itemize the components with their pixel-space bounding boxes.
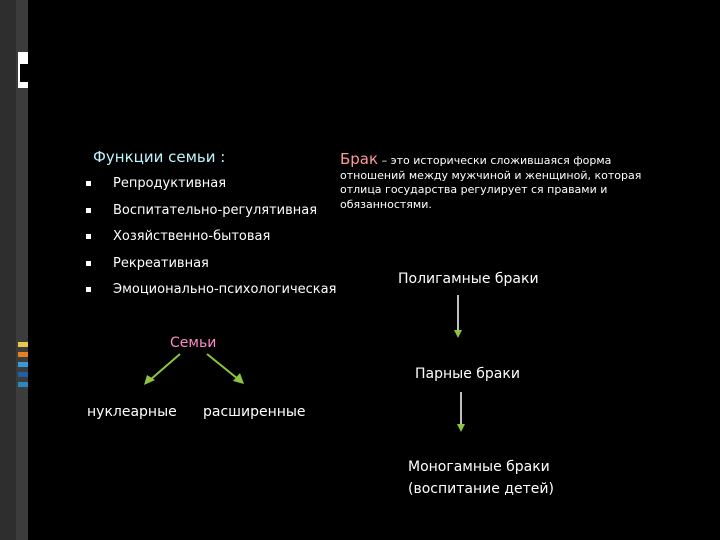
nuclear-family-label: нуклеарные: [87, 404, 177, 420]
green-arrow-left-icon: [150, 354, 180, 380]
polygamous-marriage-label: Полигамные браки: [398, 271, 539, 287]
function-label: Хозяйственно-бытовая: [113, 229, 271, 244]
function-label: Воспитательно-регулятивная: [113, 202, 318, 218]
down-arrowhead-1-icon: [454, 330, 462, 338]
extended-family-label: расширенные: [203, 404, 306, 420]
paired-marriage-label: Парные браки: [415, 366, 520, 382]
function-label: Рекреативная: [113, 255, 209, 271]
monogamous-marriage-label: Моногамные браки (воспитание детей): [408, 459, 554, 497]
functions-title: Функции семьи :: [93, 148, 226, 166]
marriage-definition-text: – это исторически сложившаяся форма отношений между мужчиной и женщиной, которая отлица государства регулирует ся правами и обязанностями.: [340, 154, 642, 211]
function-label: Эмоционально-психологическая: [113, 282, 337, 297]
green-arrowhead-right-icon: [233, 373, 244, 384]
marriage-word: Брак: [340, 150, 379, 168]
family-types-title: Семьи: [170, 335, 217, 351]
down-arrowhead-2-icon: [457, 424, 465, 432]
green-arrow-right-icon: [207, 354, 238, 379]
function-label: Репродуктивная: [113, 176, 227, 191]
